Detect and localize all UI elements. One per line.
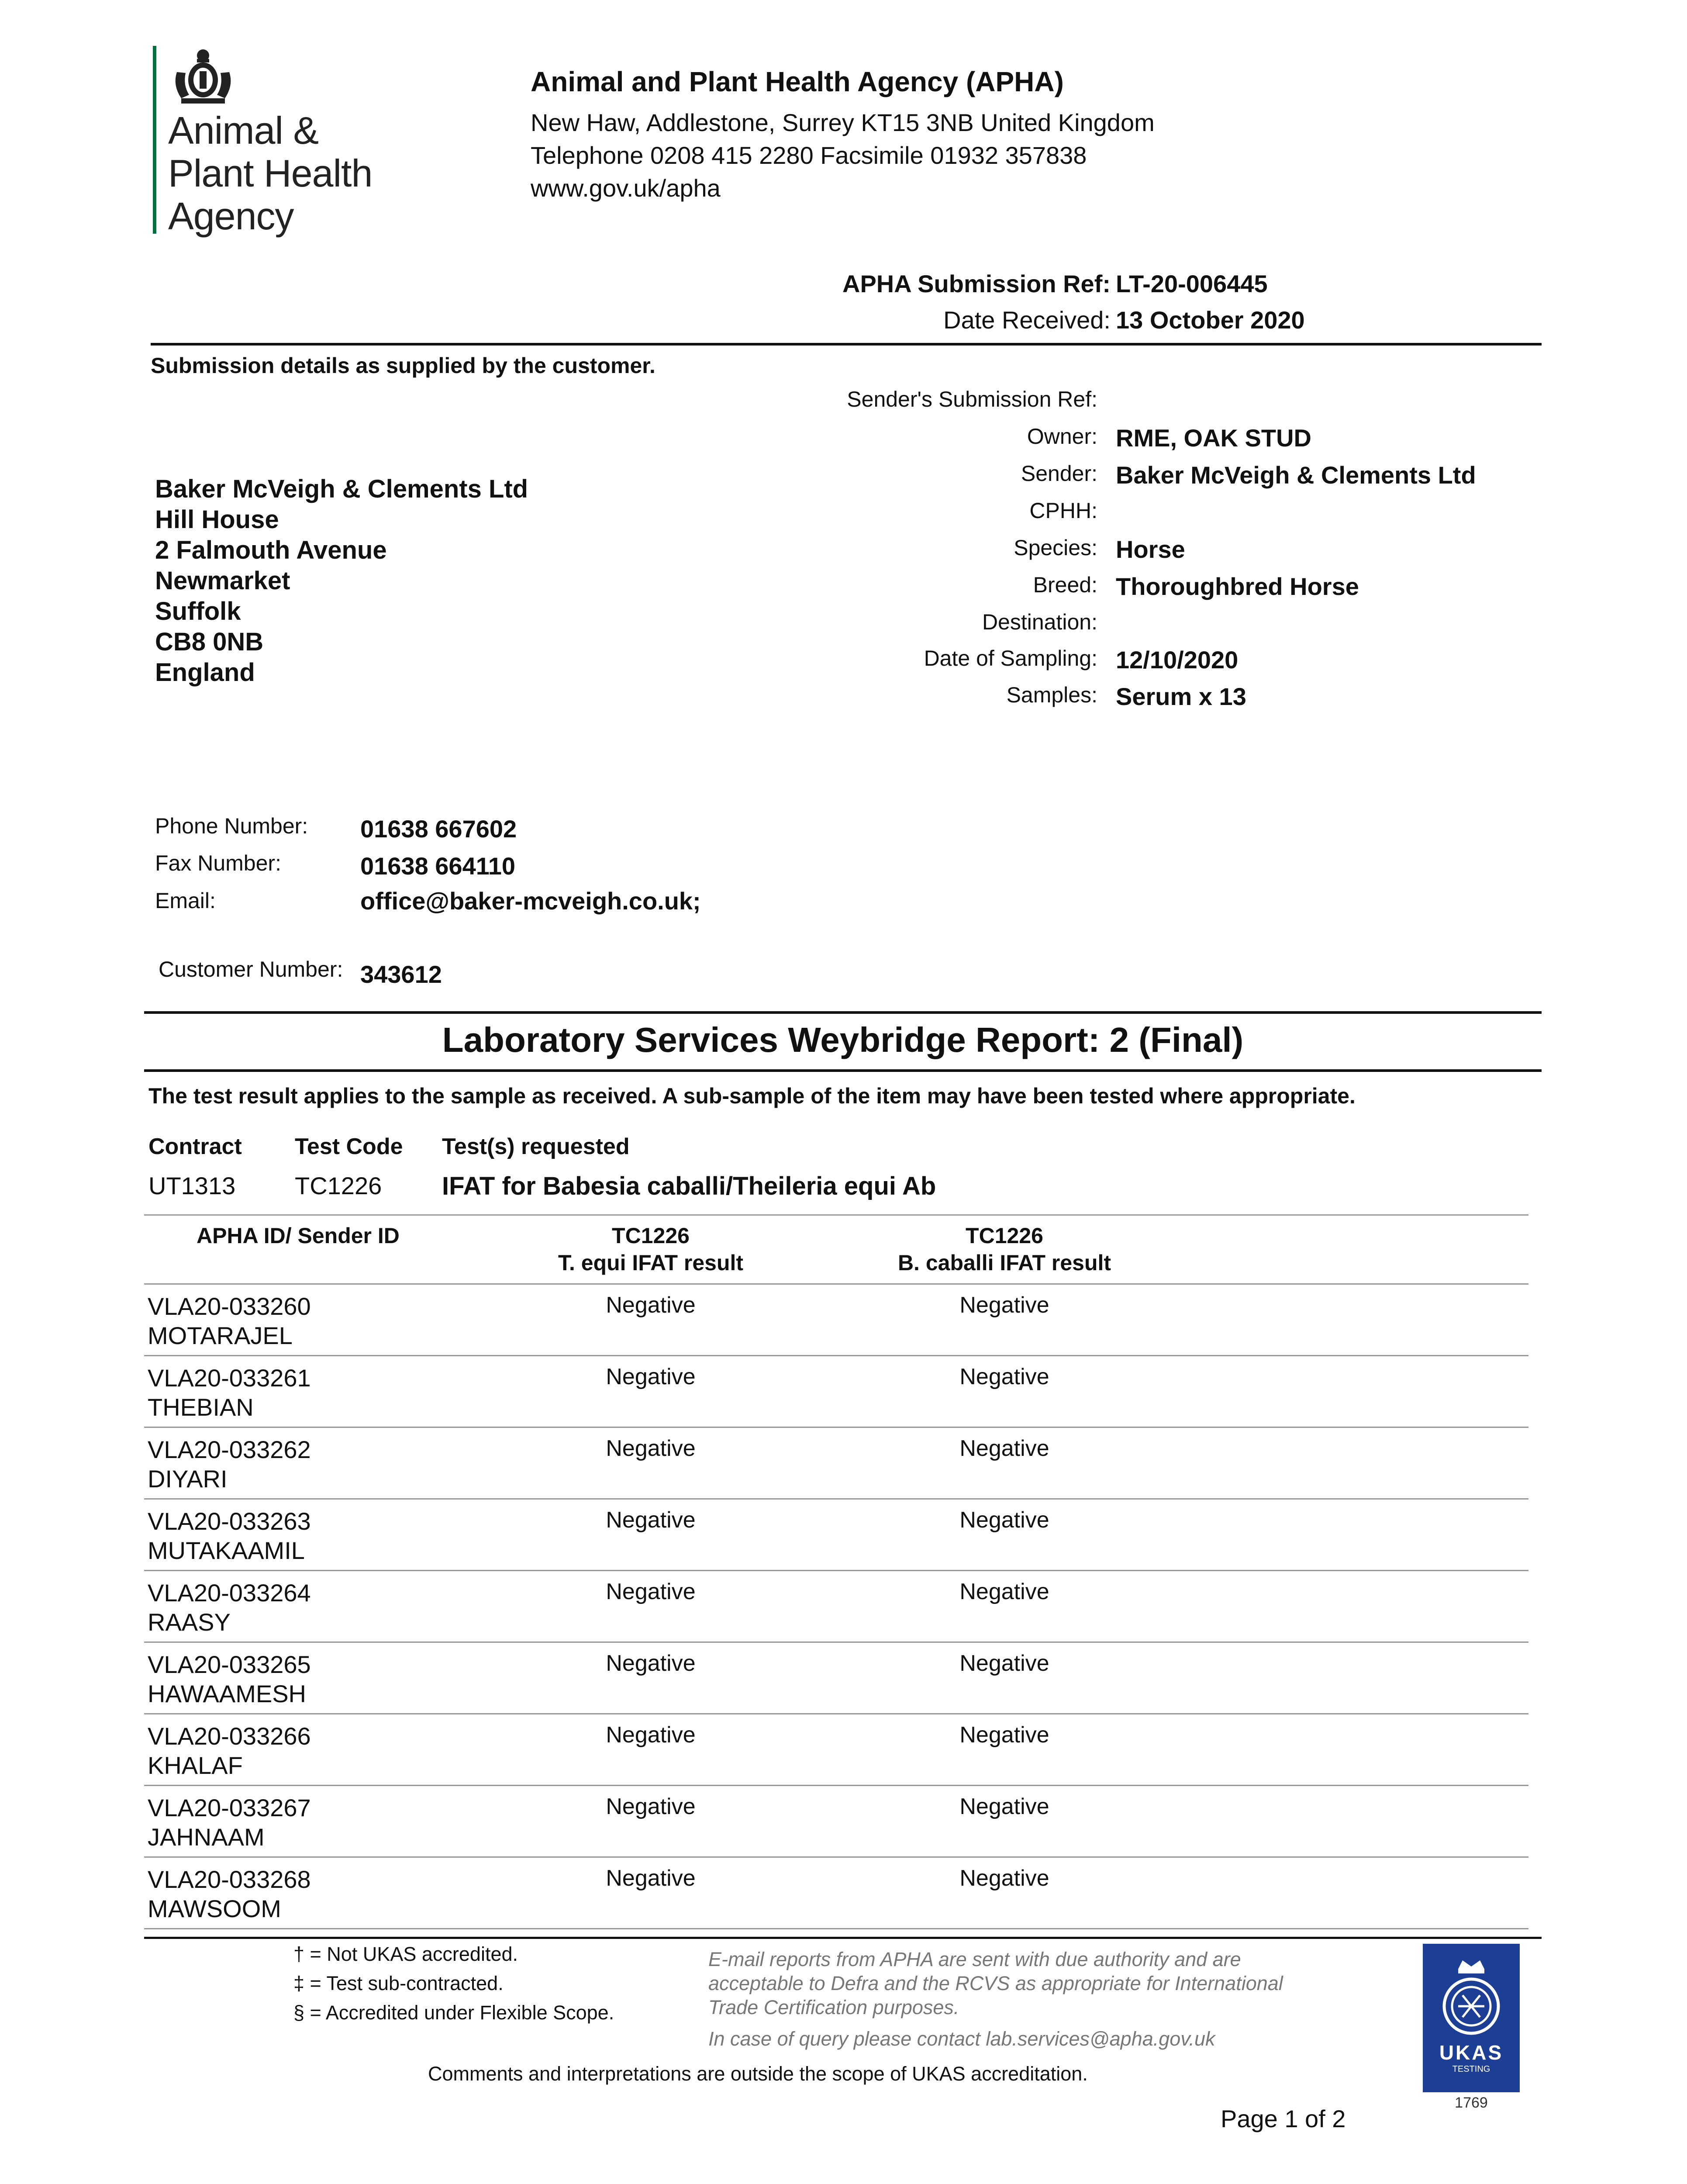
date-received-value: 13 October 2020 [1116,306,1305,334]
row-divider [144,1498,1528,1500]
row-tequi-result: Negative [606,1579,696,1604]
test-requested-value: IFAT for Babesia caballi/Theileria equi Ab [442,1172,936,1200]
detail-label-sender-ref: Sender's Submission Ref: [847,387,1097,411]
ukas-badge [1423,1944,1520,2092]
row-tequi-result: Negative [606,1507,696,1533]
customer-address [155,474,528,688]
detail-label-samples: Samples: [1006,683,1097,707]
row-bcaballi-result: Negative [959,1866,1049,1891]
detail-label-species: Species: [1014,536,1097,560]
row-tequi-result: Negative [606,1866,696,1891]
row-bcaballi-result: Negative [959,1364,1049,1389]
legend-subcontracted: ‡ = Test sub-contracted. [293,1972,504,1994]
row-bcaballi-result: Negative [959,1651,1049,1676]
row-apha-id: VLA20-033262 [148,1436,311,1463]
detail-label-owner: Owner: [1027,424,1097,449]
row-sender-id: MUTAKAAMIL [148,1537,305,1564]
detail-value-owner: RME, OAK STUD [1116,424,1311,452]
row-apha-id: VLA20-033267 [148,1794,311,1821]
row-sender-id: MOTARAJEL [148,1322,293,1349]
row-apha-id: VLA20-033261 [148,1364,311,1392]
date-received-label: Date Received: [943,306,1111,334]
royal-crest-icon [168,46,238,107]
address-line: CB8 0NB [155,628,264,656]
report-title: Laboratory Services Weybridge Report: 2 (Final) [442,1020,1244,1059]
row-tequi-result: Negative [606,1364,696,1389]
report-top-rule [144,1011,1542,1014]
row-sender-id: THEBIAN [148,1393,254,1421]
table-top-rule [144,1214,1528,1216]
test-code-value: TC1226 [295,1172,382,1199]
ukas-testing-label: TESTING [1452,2064,1490,2074]
row-divider [144,1713,1528,1714]
detail-label-date-sampling: Date of Sampling: [924,646,1097,670]
row-bcaballi-result: Negative [959,1436,1049,1461]
row-apha-id: VLA20-033264 [148,1579,311,1607]
logo-line-3: Agency [168,194,294,238]
row-sender-id: JAHNAAM [148,1823,265,1851]
detail-label-breed: Breed: [1033,573,1097,597]
row-divider [144,1641,1528,1643]
table-header-rule [144,1283,1528,1285]
row-sender-id: MAWSOOM [148,1895,281,1922]
ukas-comments: Comments and interpretations are outside the scope of UKAS accreditation. [428,2063,1088,2085]
page-number: Page 1 of 2 [1221,2105,1346,2132]
ukas-label: UKAS [1439,2041,1504,2064]
ukas-crown-icon [1434,1952,1508,2039]
row-apha-id: VLA20-033260 [148,1292,311,1320]
detail-label-cphh: CPHH: [1029,498,1097,523]
query-contact: In case of query please contact lab.services@apha.gov.uk [708,2028,1215,2050]
detail-value-sender: Baker McVeigh & Clements Ltd [1116,461,1476,489]
row-apha-id: VLA20-033266 [148,1722,311,1750]
logo-line-1: Animal & [168,109,319,152]
customer-number-value: 343612 [360,961,442,988]
agency-website[interactable]: www.gov.uk/apha [531,174,721,202]
fax-label: Fax Number: [155,851,281,875]
address-line: England [155,658,255,687]
row-divider [144,1427,1528,1428]
row-bcaballi-result: Negative [959,1722,1049,1748]
detail-value-samples: Serum x 13 [1116,683,1246,710]
row-divider [144,1928,1528,1929]
col-header-tequi-code: TC1226 [612,1223,690,1248]
email-note-line-3: Trade Certification purposes. [708,1996,959,2018]
address-line: Newmarket [155,567,290,595]
row-apha-id: VLA20-033268 [148,1866,311,1893]
detail-label-destination: Destination: [982,610,1097,634]
row-divider [144,1570,1528,1571]
legend-not-accredited: † = Not UKAS accredited. [293,1943,518,1965]
col-header-id: APHA ID/ Sender ID [197,1223,400,1248]
row-bcaballi-result: Negative [959,1579,1049,1604]
row-tequi-result: Negative [606,1292,696,1318]
address-line: Baker McVeigh & Clements Ltd [155,475,528,503]
test-code-header: Test Code [295,1134,403,1159]
agency-phone: Telephone 0208 415 2280 Facsimile 01932 357838 [531,142,1087,169]
phone-label: Phone Number: [155,814,308,838]
col-header-bcaballi-code: TC1226 [966,1223,1043,1248]
row-divider [144,1785,1528,1786]
detail-label-sender: Sender: [1021,461,1097,486]
contract-header: Contract [148,1134,242,1159]
row-sender-id: KHALAF [148,1752,243,1779]
row-bcaballi-result: Negative [959,1794,1049,1819]
email-value[interactable]: office@baker-mcveigh.co.uk; [360,887,701,915]
submission-ref-value: LT-20-006445 [1116,270,1268,297]
row-bcaballi-result: Negative [959,1292,1049,1318]
row-bcaballi-result: Negative [959,1507,1049,1533]
customer-number-label: Customer Number: [159,957,343,981]
email-note-line-1: E-mail reports from APHA are sent with due authority and are [708,1948,1241,1970]
agency-name: Animal and Plant Health Agency (APHA) [531,66,1064,97]
detail-value-date-sampling: 12/10/2020 [1116,646,1239,674]
row-tequi-result: Negative [606,1794,696,1819]
row-sender-id: DIYARI [148,1465,228,1493]
row-divider [144,1355,1528,1356]
row-tequi-result: Negative [606,1436,696,1461]
legend-flexible-scope: § = Accredited under Flexible Scope. [293,2001,614,2024]
row-apha-id: VLA20-033265 [148,1651,311,1678]
row-tequi-result: Negative [606,1722,696,1748]
ukas-number: 1769 [1455,2094,1488,2111]
email-label: Email: [155,888,216,913]
report-note: The test result applies to the sample as received. A sub-sample of the item may have been tested where appropriate. [148,1084,1356,1108]
col-header-tequi-name: T. equi IFAT result [558,1251,744,1275]
tests-requested-header: Test(s) requested [442,1134,630,1159]
detail-value-species: Horse [1116,536,1185,563]
detail-value-breed: Thoroughbred Horse [1116,573,1359,600]
address-line: 2 Falmouth Avenue [155,536,387,564]
email-note-line-2: acceptable to Defra and the RCVS as appropriate for International [708,1972,1283,1994]
contract-value: UT1313 [148,1172,236,1199]
report-bottom-rule [144,1069,1542,1072]
fax-value: 01638 664110 [360,852,516,880]
footer-rule [144,1937,1542,1939]
row-apha-id: VLA20-033263 [148,1507,311,1535]
submission-ref-label: APHA Submission Ref: [842,270,1111,297]
row-divider [144,1856,1528,1858]
header-rule [151,343,1542,346]
submission-details-heading: Submission details as supplied by the customer. [151,353,655,378]
col-header-bcaballi-name: B. caballi IFAT result [897,1251,1111,1275]
address-line: Suffolk [155,597,241,625]
agency-logo-text [168,109,372,238]
row-sender-id: HAWAAMESH [148,1680,306,1707]
logo-accent-bar [153,46,156,234]
row-sender-id: RAASY [148,1608,231,1636]
row-tequi-result: Negative [606,1651,696,1676]
phone-value: 01638 667602 [360,815,517,843]
logo-line-2: Plant Health [168,152,373,195]
agency-address: New Haw, Addlestone, Surrey KT15 3NB United Kingdom [531,109,1155,136]
address-line: Hill House [155,505,279,534]
